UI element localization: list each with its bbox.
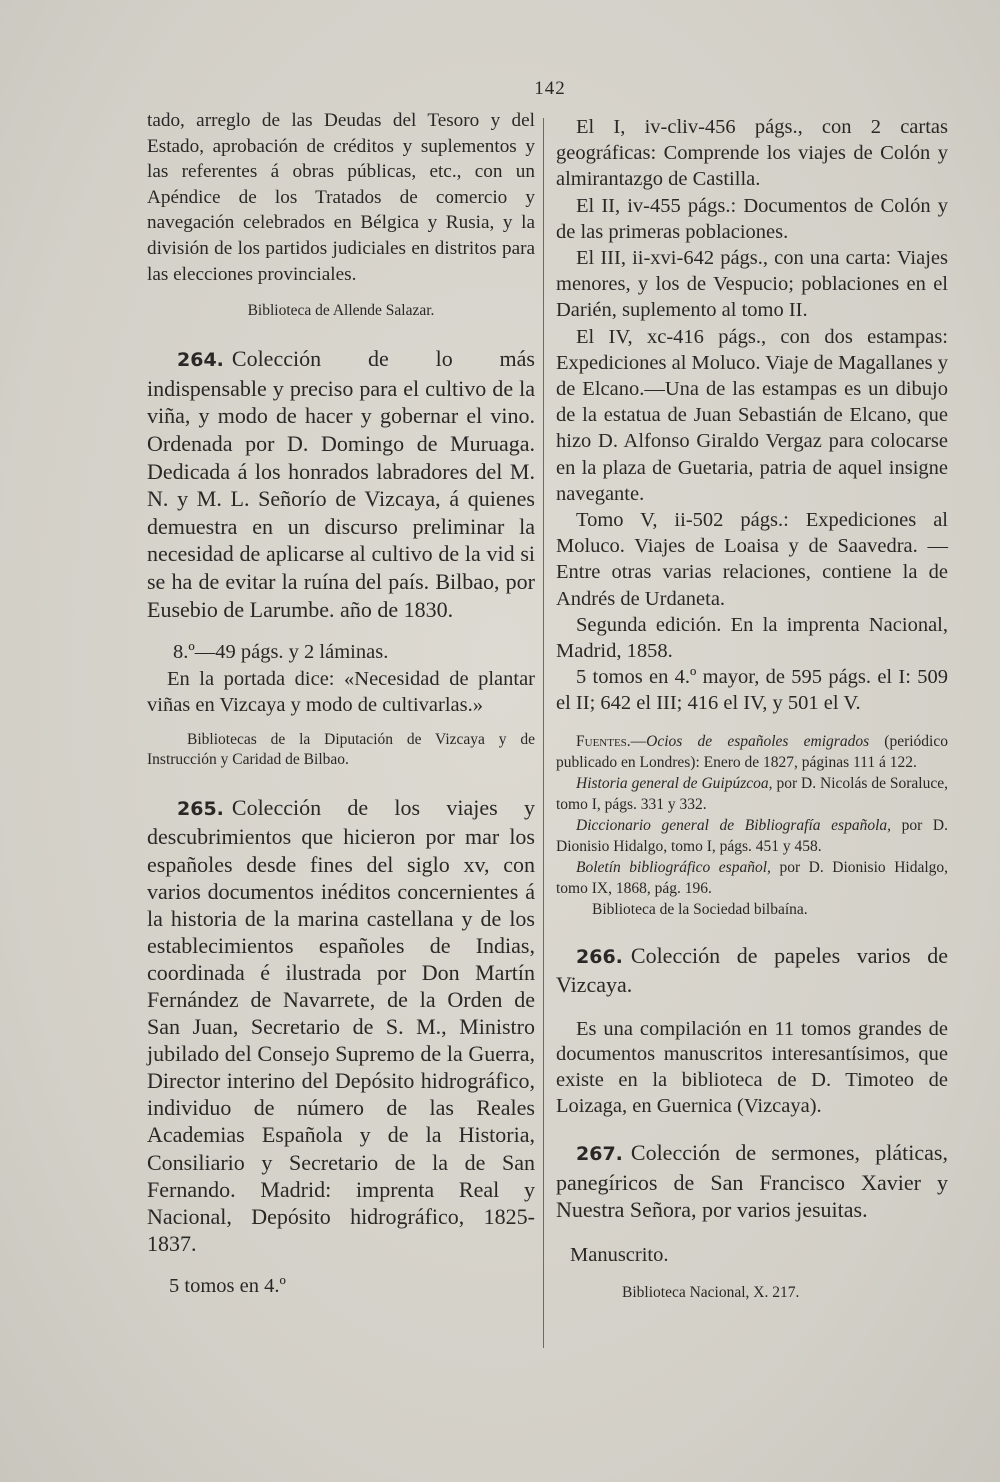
entry-number: 266. bbox=[576, 945, 623, 968]
sources bbox=[556, 731, 948, 920]
volume-1: El I, iv-cliv-456 págs., con 2 cartas geográficas: Comprende los viajes de Colón y almirantazgo de Castilla. bbox=[556, 116, 948, 191]
page-number: 142 bbox=[534, 78, 566, 99]
entry-description: Colección de los viajes y descubrimientos que hicieron por mar los españoles desde fines del siglo xv, con varios documentos inéditos concernientes á la historia de la marina castellana y de los establecimientos españoles de Indias, coordinada é ilustrada por Don Martín Fernández de Navarrete, de la Orden de San Juan, Secretario de S. M., Ministro jubilado del Consejo Supremo de la Guerra, Director interino del Depósito hidrográfico, individuo de número de las Reales Academias Española y de la Historia, Consiliario y Secretario de la de San Fernando. Madrid: imprenta Real y Nacional, Depósito hidrográfico, 1825-1837. bbox=[147, 795, 535, 1256]
volume-4: El IV, xc-416 págs., con dos estampas: Expediciones al Moluco. Viaje de Magallanes y de Elcano.—Una de las estampas es un dibujo de la estatua de Juan Sebastián de Elcano, que hizo D. Alfonso Giraldo Vergaz para colocarse en la plaza de Guetaria, patria de aquel insigne navegante. bbox=[556, 325, 948, 505]
entry-title bbox=[556, 942, 948, 999]
source-3 bbox=[556, 815, 948, 857]
entry-title bbox=[556, 1139, 948, 1224]
source-title: Diccionario general de Bibliografía española, bbox=[576, 816, 892, 834]
entry-266 bbox=[556, 942, 948, 1120]
entry-text bbox=[147, 794, 535, 1257]
entry-264 bbox=[147, 345, 535, 770]
library-note: Biblioteca de la Sociedad bilbaína. bbox=[592, 900, 808, 918]
source-1: Fuentes.—Ocios de españoles emigrados (periódico publicado en Londres): Enero de 1827, páginas 111 á 122. bbox=[556, 732, 948, 771]
left-column bbox=[147, 108, 535, 1299]
entry-description: Colección de lo más indispensable y preciso para el cultivo de la viña, y modo de hacer y gobernar el vino. Ordenada por D. Domingo de Muruaga. Dedicada á los honrados labradores del M. N. y M. L. Señorío de Vizcaya, á quienes demuestra en un discurso preliminar la necesidad de aplicarse al cultivo de la vid si se ha de evitar la ruína del país. Bilbao, por Eusebio de Larumbe. año de 1830. bbox=[147, 346, 535, 622]
source-details: por D. Dionisio Hidalgo, tomo I, págs. 451 y 458. bbox=[556, 816, 948, 855]
continuation-text: tado, arreglo de las Deudas del Tesoro y del Estado, aprobación de créditos y suplementos y las referentes á obras públicas, etc., con un Apéndice de los Tratados de comercio y navegación celebrados en Bélgica y Rusia, y la división de los partidos judiciales en distritos para las elecciones provinciales. bbox=[147, 110, 535, 285]
source-details: por D. Dionisio Hidalgo, tomo IX, 1868, pág. 196. bbox=[556, 858, 948, 897]
volume-2: El II, iv-455 págs.: Documentos de Colón y de las primeras poblaciones. bbox=[556, 194, 948, 243]
entry-note: En la portada dice: «Necesidad de plantar viñas en Vizcaya y modo de cultivarlas.» bbox=[147, 667, 535, 716]
edition-note: Segunda edición. En la imprenta Nacional, Madrid, 1858. bbox=[556, 613, 948, 663]
column-divider bbox=[543, 118, 544, 1348]
source-4 bbox=[556, 857, 948, 899]
source-title: Boletín bibliográfico español, bbox=[576, 858, 771, 876]
entry-format: 8.º—49 págs. y 2 láminas. bbox=[173, 641, 389, 664]
entry-number: 264. bbox=[177, 349, 224, 372]
entry-description: Colección de papeles varios de Vizcaya. bbox=[556, 942, 948, 998]
source-details: por D. Nicolás de Soraluce, tomo I, págs. 331 y 332. bbox=[556, 774, 948, 813]
source-title: Ocios de españoles emigrados bbox=[646, 732, 870, 750]
sources-label: Fuentes. bbox=[576, 732, 631, 750]
entry-volumes: 5 tomos en 4.º bbox=[169, 1274, 286, 1297]
library-note: Biblioteca Nacional, X. 217. bbox=[622, 1284, 800, 1302]
library-note: Bibliotecas de la Diputación de Vizcaya y de Instrucción y Caridad de Bilbao. bbox=[147, 731, 535, 769]
entry-265 bbox=[147, 794, 535, 1299]
right-column bbox=[556, 114, 948, 1303]
volume-5: Tomo V, ii-502 págs.: Expediciones al Moluco. Viajes de Loaisa y de Saavedra. —Entre otras varias relaciones, contiene la de Andrés de Urdaneta. bbox=[556, 509, 948, 610]
entry-description: Colección de sermones, pláticas, panegíricos de San Francisco Xavier y Nuestra Señora, por varios jesuitas. bbox=[556, 1140, 948, 1223]
source-2 bbox=[556, 773, 948, 815]
entry-text: Es una compilación en 11 tomos grandes de documentos manuscritos interesantísimos, que existe en la biblioteca de D. Timoteo de Loizaga, en Guernica (Vizcaya). bbox=[556, 1017, 948, 1117]
volume-3: El III, ii-xvi-642 págs., con una carta: Viajes menores, y los de Vespucio; poblaciones en el Darién, suplemento al tomo II. bbox=[556, 247, 948, 322]
library-note: Biblioteca de Allende Salazar. bbox=[247, 302, 435, 320]
entry-number: 265. bbox=[177, 798, 224, 821]
entry-267 bbox=[556, 1139, 948, 1303]
entry-text bbox=[147, 345, 535, 623]
source-title: Historia general de Guipúzcoa, bbox=[576, 774, 773, 792]
entry-number: 267. bbox=[576, 1143, 623, 1166]
source-details: (periódico publicado en Londres): Enero de 1827, páginas 111 á 122. bbox=[556, 732, 948, 771]
manuscript-note: Manuscrito. bbox=[570, 1244, 669, 1267]
volumes-summary: 5 tomos en 4.º mayor, de 595 págs. el I: 509 el II; 642 el III; 416 el IV, y 501 el V. bbox=[556, 666, 948, 715]
